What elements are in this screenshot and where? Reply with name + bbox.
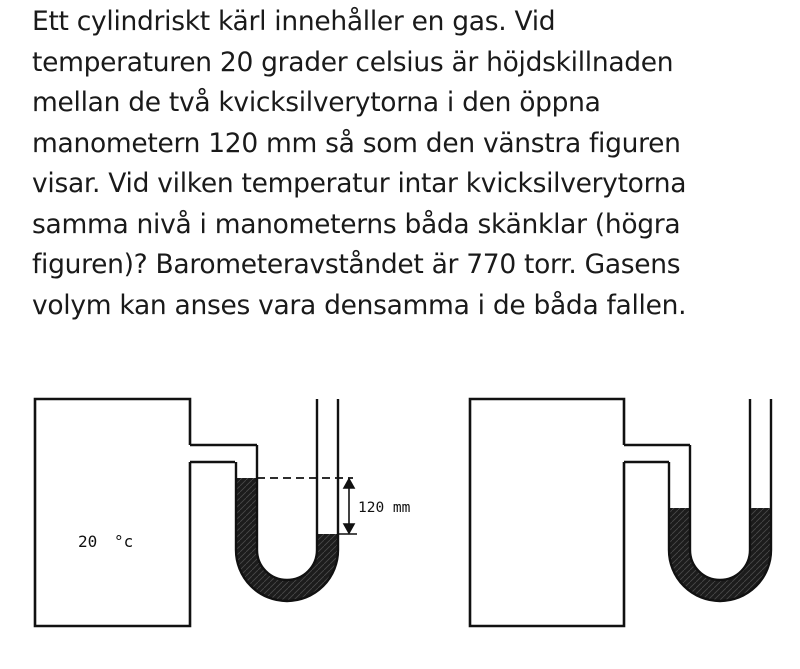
problem-line-1: Ett cylindriskt kärl innehåller en gas. Vid bbox=[32, 6, 556, 37]
right-connecting-pipe bbox=[624, 445, 690, 462]
problem-line-4: manometern 120 mm så som den vänstra figuren bbox=[32, 127, 681, 159]
problem-line-5: visar. Vid vilken temperatur intar kvicksilverytorna bbox=[32, 168, 687, 199]
problem-line-6: samma nivå i manometerns båda skänklar (högra bbox=[32, 208, 681, 240]
right-vessel bbox=[470, 399, 624, 626]
temperature-value: 20 bbox=[78, 532, 98, 551]
left-vessel bbox=[35, 399, 190, 626]
right-figure bbox=[470, 399, 771, 626]
problem-line-3: mellan de två kvicksilverytorna i den öppna bbox=[32, 87, 601, 118]
left-connecting-pipe bbox=[190, 445, 257, 462]
problem-line-7: figuren)? Barometeravståndet är 770 torr. Gasens bbox=[32, 249, 681, 280]
left-figure bbox=[35, 399, 411, 626]
temperature-unit: °c bbox=[114, 532, 134, 551]
height-label: 120 mm bbox=[358, 500, 411, 516]
problem-line-2: temperaturen 20 grader celsius är höjdskillnaden bbox=[32, 46, 674, 78]
problem-line-8: volym kan anses vara densamma i de båda fallen. bbox=[32, 289, 687, 321]
left-mercury bbox=[236, 478, 338, 601]
height-dimension-arrow bbox=[344, 479, 354, 533]
